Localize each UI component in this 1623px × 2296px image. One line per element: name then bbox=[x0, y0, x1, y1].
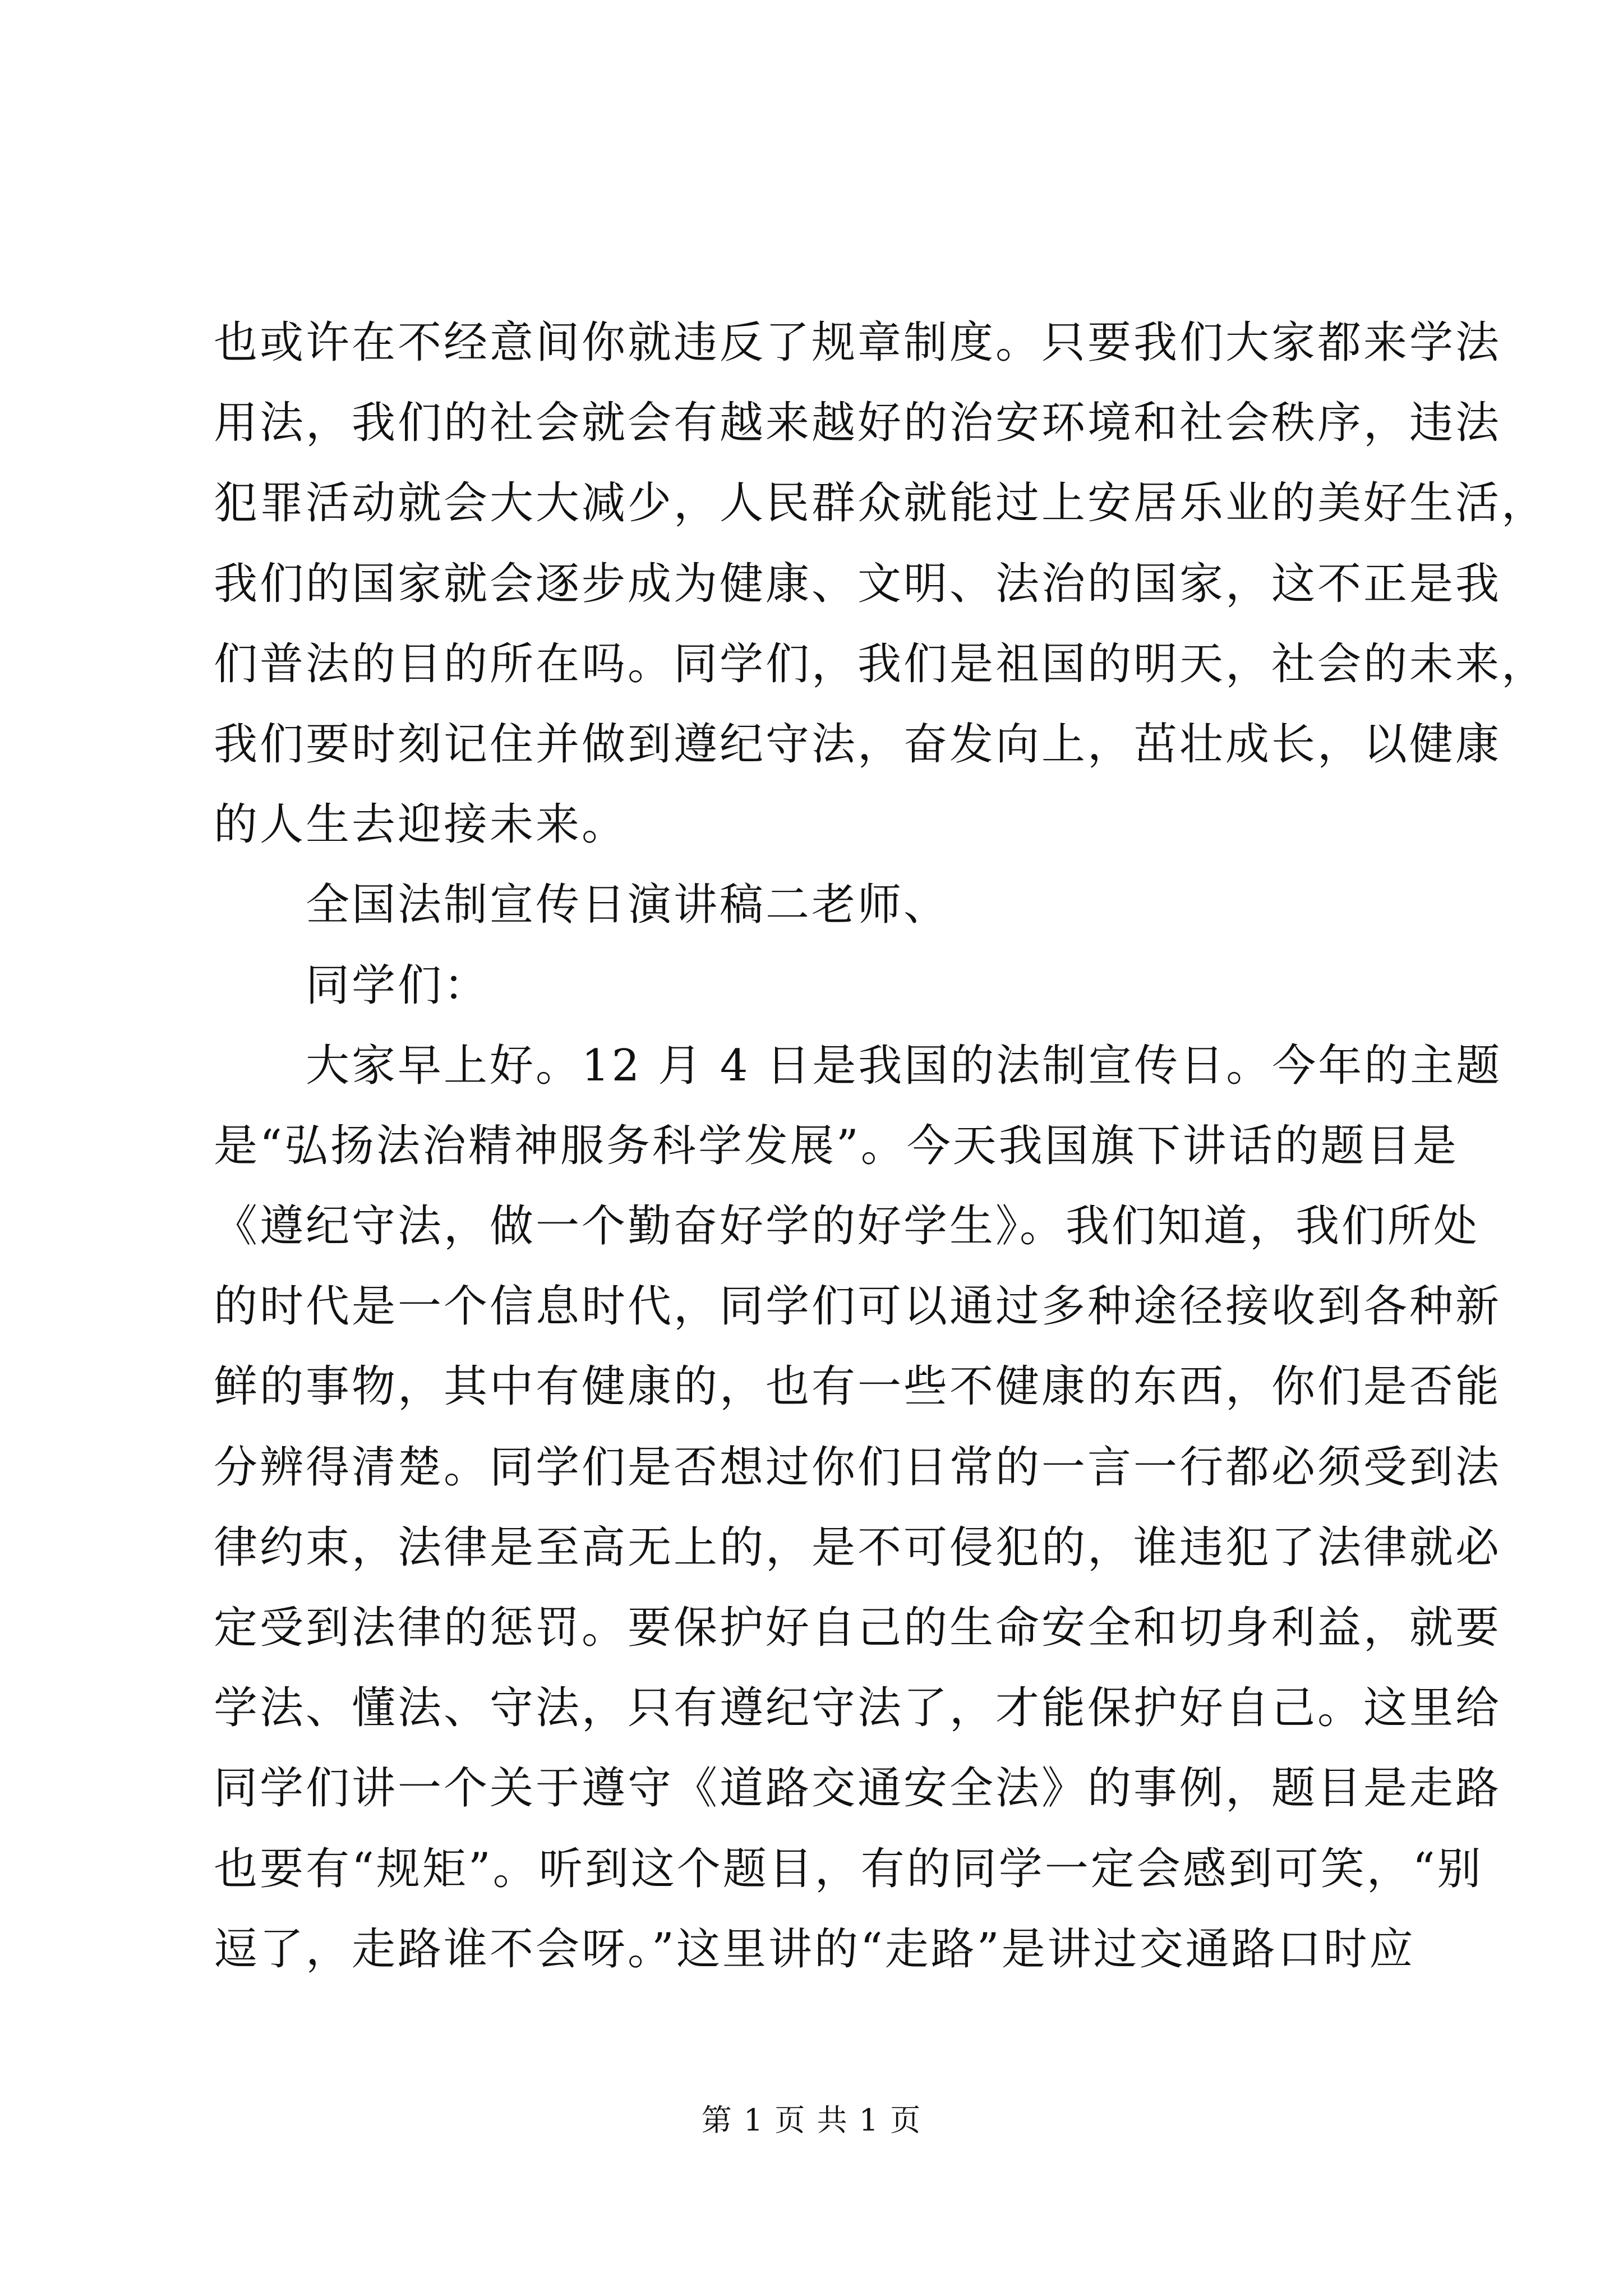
text-line: 鲜的事物，其中有健康的，也有一些不健康的东西，你们是否能 bbox=[214, 1361, 1502, 1412]
page-number-footer: 第 1 页 共 1 页 bbox=[701, 2102, 922, 2138]
text-line: 我们要时刻记住并做到遵纪守法，奋发向上，茁壮成长，以健康 bbox=[214, 719, 1502, 770]
text-line: 律约束，法律是至高无上的，是不可侵犯的，谁违犯了法律就必 bbox=[214, 1522, 1502, 1573]
text-line: 同学们讲一个关于遵守《道路交通安全法》的事例，题目是走路 bbox=[214, 1763, 1502, 1814]
text-line: 学法、懂法、守法，只有遵纪守法了，才能保护好自己。这里给 bbox=[214, 1683, 1502, 1734]
paragraph-start-line: 大家早上好。12 月 4 日是我国的法制宣传日。今年的主题 bbox=[306, 1040, 1502, 1091]
document-body bbox=[214, 303, 1548, 1990]
text-line: 也或许在不经意间你就违反了规章制度。只要我们大家都来学法 bbox=[214, 318, 1502, 368]
text-line: 用法，我们的社会就会有越来越好的治安环境和社会秩序，违法 bbox=[214, 398, 1502, 449]
text-line: 逗了，走路谁不会呀。”这里讲的“走路”是讲过交通路口时应 bbox=[214, 1924, 1415, 1975]
text-line: 我们的国家就会逐步成为健康、文明、法治的国家，这不正是我 bbox=[214, 558, 1502, 609]
text-line: 《遵纪守法，做一个勤奋好学的好学生》。我们知道，我们所处 bbox=[214, 1201, 1480, 1252]
text-line: 是“弘扬法治精神服务科学发展”。今天我国旗下讲话的题目是 bbox=[214, 1120, 1459, 1171]
text-line: 犯罪活动就会大大减少，人民群众就能过上安居乐业的美好生活， bbox=[214, 478, 1548, 529]
text-line: 们普法的目的所在吗。同学们，我们是祖国的明天，社会的未来， bbox=[214, 638, 1548, 689]
text-line: 定受到法律的惩罚。要保护好自己的生命安全和切身利益，就要 bbox=[214, 1603, 1502, 1653]
text-line: 的时代是一个信息时代，同学们可以通过多种途径接收到各种新 bbox=[214, 1281, 1502, 1332]
text-line: 的人生去迎接未来。 bbox=[214, 799, 628, 850]
text-line: 也要有“规矩”。听到这个题目，有的同学一定会感到可笑，“别 bbox=[214, 1843, 1483, 1894]
salutation-line: 同学们： bbox=[306, 960, 490, 1011]
speech-title-line: 全国法制宣传日演讲稿二老师、 bbox=[306, 880, 950, 931]
text-line: 分辨得清楚。同学们是否想过你们日常的一言一行都必须受到法 bbox=[214, 1442, 1502, 1493]
